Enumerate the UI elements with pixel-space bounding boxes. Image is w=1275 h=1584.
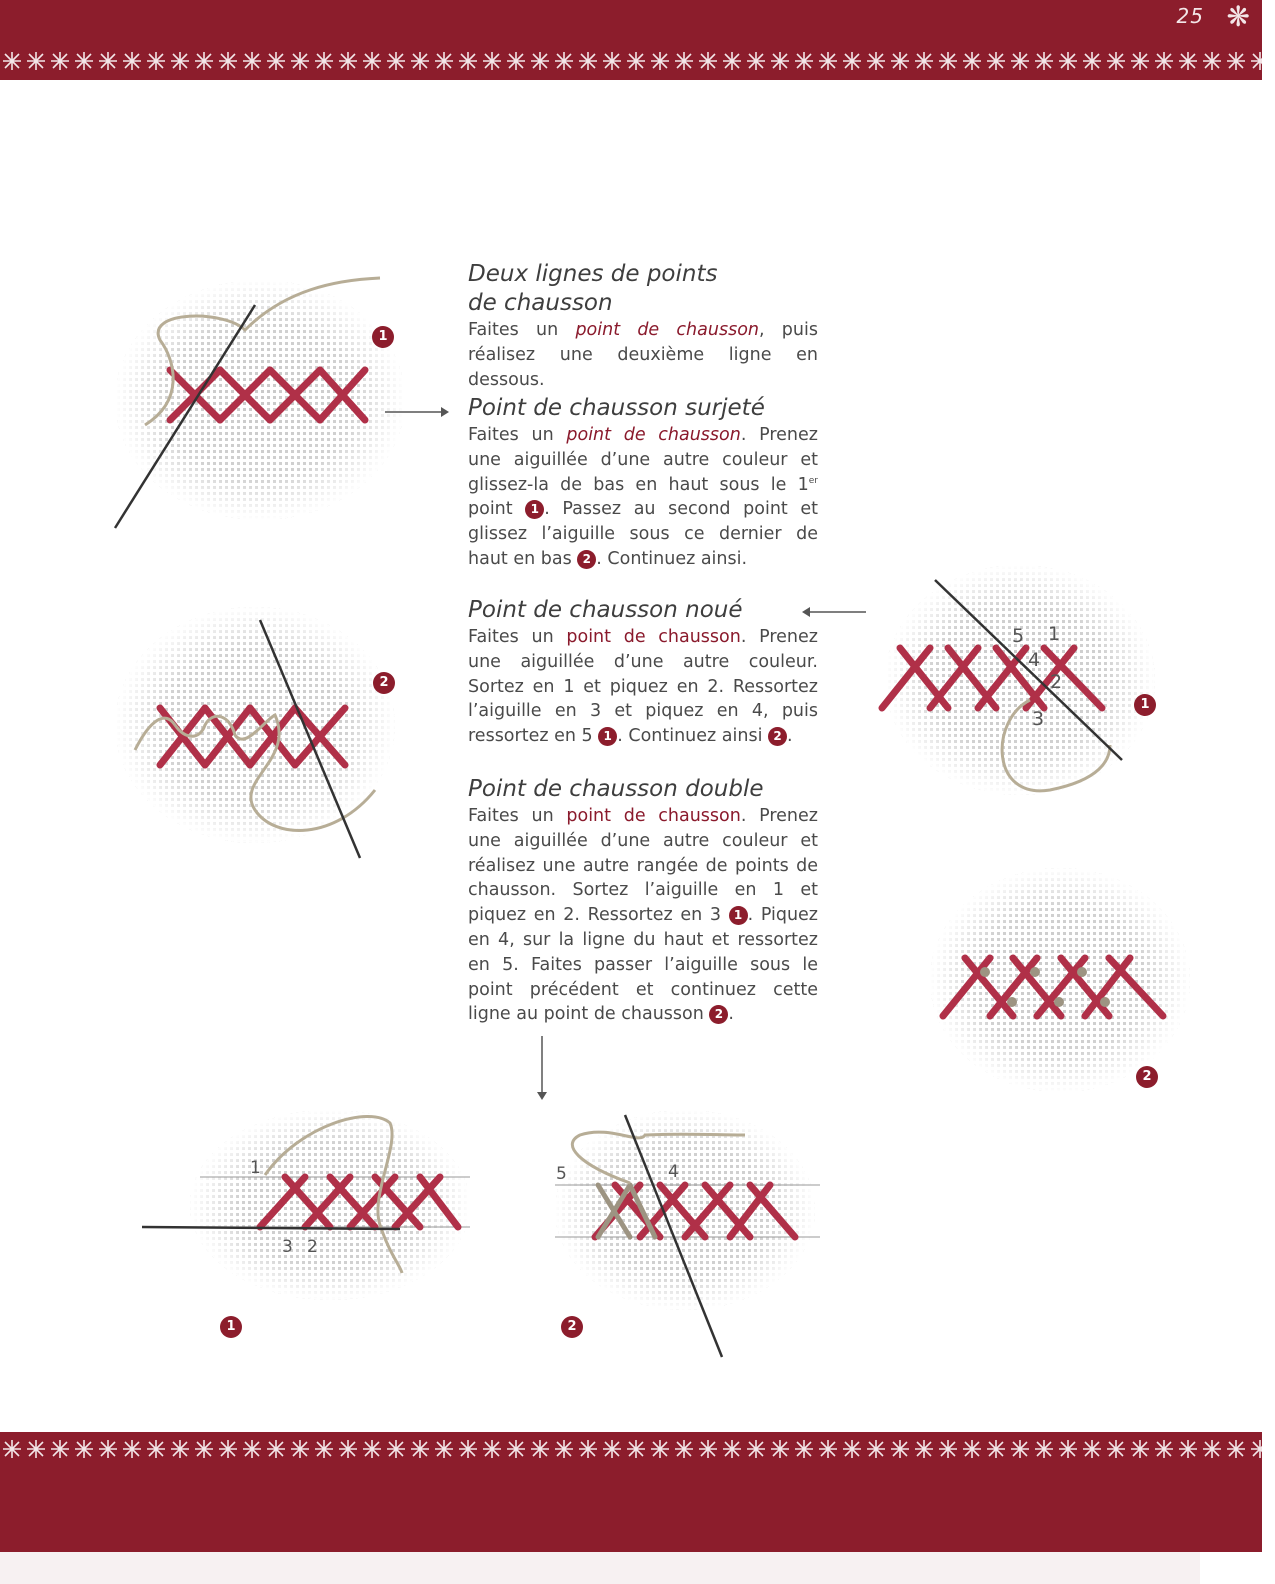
text-run: Faites un — [468, 425, 567, 445]
figure-badge: 1 — [372, 326, 394, 348]
footer-snowflake-pattern — [0, 1438, 1262, 1460]
header-snowflake-pattern — [0, 50, 1262, 72]
text-run: . Piquez en 4, sur la ligne du haut et ressortez en 5. Faites passer l’aiguille sous le point précédent et continuez cette ligne au point de chausson — [468, 905, 818, 1025]
title-line: de chausson — [468, 290, 613, 316]
section-body — [468, 804, 818, 1027]
stitch-link[interactable]: point de chausson — [566, 806, 741, 826]
figure-surjete-step1 — [105, 270, 405, 540]
stitch-number: 4 — [668, 1162, 679, 1182]
text-run: . Prenez une aiguillée d’une autre couleur et glissez-la de bas en haut sous le 1 — [468, 425, 818, 495]
stitch-number: 1 — [250, 1158, 261, 1178]
page-number: 25 — [1176, 4, 1204, 28]
title-line: Deux lignes de points — [468, 261, 718, 287]
section-title — [468, 260, 818, 318]
footer-band — [0, 1432, 1262, 1552]
text-run: Faites un — [468, 806, 567, 826]
stitch-number: 3 — [282, 1237, 293, 1257]
stitch-number: 3 — [1032, 708, 1045, 730]
header-band — [0, 0, 1262, 80]
text-run: . — [728, 1004, 734, 1025]
stitch-link[interactable]: point de chausson — [575, 320, 759, 340]
text-run: point — [468, 499, 526, 520]
stitch-number: 2 — [307, 1237, 318, 1257]
snowflake-icon: ❋ — [1226, 0, 1250, 33]
superscript: er — [808, 475, 818, 486]
text-run: Faites un — [468, 627, 567, 647]
stitch-link[interactable]: point de chausson — [566, 425, 741, 445]
text-run: Faites un — [468, 320, 576, 340]
section-title — [468, 775, 818, 804]
figure-badge: 2 — [561, 1316, 583, 1338]
stitch-number: 5 — [1012, 625, 1025, 647]
figure-noue-step1 — [870, 560, 1160, 810]
section-title — [468, 394, 818, 423]
section-surjete — [468, 394, 818, 572]
figure-badge: 2 — [373, 672, 395, 694]
title-line: Point de chausson noué — [468, 597, 743, 623]
step-badge: 2 — [709, 1005, 728, 1024]
figure-badge: 2 — [1136, 1066, 1158, 1088]
text-run: . Continuez ainsi. — [596, 548, 748, 569]
page-edge — [0, 1552, 1200, 1584]
step-badge: 1 — [525, 500, 544, 519]
text-run: . — [787, 726, 793, 747]
section-deux-lignes — [468, 260, 818, 392]
text-run: . Prenez une aiguillée d’une autre couleur. Sortez en 1 et piquez en 2. Ressortez l’aiguille en 3 et piquez en 4, puis ressortez en 5 — [468, 627, 818, 747]
arrow-left — [800, 604, 866, 620]
section-body — [468, 318, 818, 392]
section-double — [468, 775, 818, 1027]
text-run: . Continuez ainsi — [617, 726, 769, 747]
title-line: Point de chausson surjeté — [468, 395, 765, 421]
figure-double-step2 — [550, 1105, 825, 1365]
section-body — [468, 625, 818, 749]
section-title — [468, 596, 818, 625]
text-run: . Passez au second point et glissez l’aiguille sous ce dernier de haut en bas — [468, 499, 818, 569]
stitch-number: 2 — [1050, 671, 1063, 693]
arrow-down — [534, 1036, 550, 1102]
text-run: , puis réalisez une deuxième ligne en dessous. — [468, 320, 818, 390]
step-badge: 2 — [577, 550, 596, 569]
figure-surjete-step2 — [105, 600, 405, 860]
figure-noue-step2 — [925, 860, 1195, 1100]
figure-badge: 1 — [1134, 694, 1156, 716]
step-badge: 1 — [729, 906, 748, 925]
text-run: . Prenez une aiguillée d’une autre couleur et réalisez une autre rangée de points de chausson. Sortez l’aiguille en 1 et piquez en 2. Ressortez en 3 — [468, 806, 818, 926]
figure-double-step1 — [140, 1105, 475, 1305]
arrow-right — [385, 404, 451, 420]
stitch-number: 1 — [1048, 623, 1061, 645]
section-body — [468, 423, 818, 572]
step-badge: 2 — [768, 727, 787, 746]
title-line: Point de chausson double — [468, 776, 764, 802]
stitch-number: 5 — [556, 1164, 567, 1184]
section-noue — [468, 596, 818, 749]
stitch-link[interactable]: point de chausson — [566, 627, 741, 647]
stitch-number: 4 — [1028, 649, 1041, 671]
figure-badge: 1 — [220, 1316, 242, 1338]
step-badge: 1 — [598, 727, 617, 746]
